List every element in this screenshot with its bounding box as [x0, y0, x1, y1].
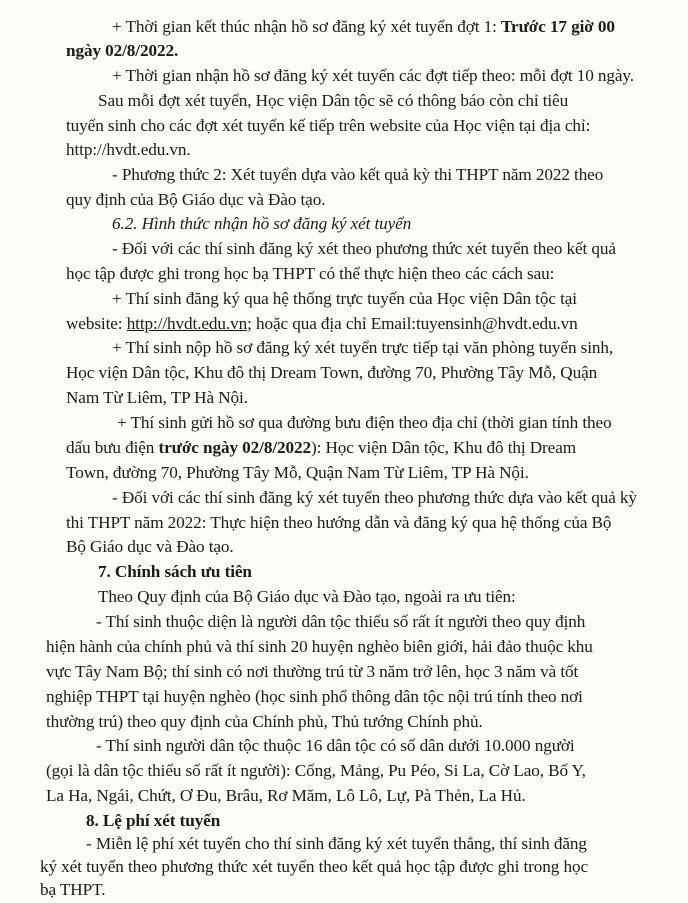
email-text: ; hoặc qua địa chỉ Email:tuyensinh@hvdt.edu.vn — [247, 313, 578, 333]
section-heading-8: 8. Lệ phí xét tuyển — [86, 811, 221, 831]
paragraph-line: học tập được ghi trong học bạ THPT có thể thực hiện theo các cách sau: — [66, 263, 555, 283]
paragraph-line: thường trú) theo quy định của Chính phủ, Thủ tướng Chính phủ. — [46, 711, 483, 731]
paragraph-line: La Ha, Ngái, Chứt, Ơ Đu, Brâu, Rơ Măm, Lô Lô, Lự, Pà Thẻn, La Hủ. — [46, 786, 526, 806]
deadline-text: + Thời gian kết thúc nhận hồ sơ đăng ký xét tuyển đợt 1: — [112, 17, 501, 36]
paragraph-line: + Thí sinh gửi hồ sơ qua đường bưu điện theo địa chỉ (thời gian tính theo — [117, 413, 612, 433]
paragraph-line: Bộ Giáo dục và Đào tạo. — [66, 537, 234, 557]
deadline-date: ngày 02/8/2022. — [66, 40, 179, 60]
paragraph-line: - Phương thức 2: Xét tuyển dựa vào kết quả kỳ thi THPT năm 2022 theo — [112, 165, 604, 185]
paragraph-line: Town, đường 70, Phường Tây Mỗ, Quận Nam Từ Liêm, TP Hà Nội. — [66, 462, 529, 482]
paragraph-line: + Thí sinh nộp hồ sơ đăng ký xét tuyển trực tiếp tại văn phòng tuyển sinh, — [112, 338, 614, 358]
next-rounds-line: + Thời gian nhận hồ sơ đăng ký xét tuyển các đợt tiếp theo: mỗi đợt 10 ngày. — [112, 65, 634, 85]
paragraph-line: nghiệp THPT tại huyện nghèo (học sinh phổ thông dân tộc nội trú tính theo nơi — [46, 686, 583, 706]
deadline-round1-line — [112, 16, 615, 38]
website-link[interactable]: http://hvdt.edu.vn — [126, 313, 248, 333]
postmark-line: dấu bưu điện trước ngày 02/8/2022): Học viện Dân tộc, Khu đô thị Dream — [66, 437, 576, 457]
paragraph-line: tuyển sinh cho các đợt xét tuyển kế tiếp trên website của Học viện tại địa chỉ: — [66, 115, 591, 135]
paragraph-line: vực Tây Nam Bộ; thí sinh có nơi thường trú từ 3 năm trở lên, học 3 năm và tốt — [46, 661, 579, 681]
paragraph-line: Nam Từ Liêm, TP Hà Nội. — [66, 388, 248, 408]
paragraph-line: Học viện Dân tộc, Khu đô thị Dream Town, đường 70, Phường Tây Mỗ, Quận — [66, 363, 598, 383]
postmark-deadline: trước ngày 02/8/2022 — [158, 437, 311, 457]
section-heading-6-2: 6.2. Hình thức nhận hồ sơ đăng ký xét tuyển — [112, 214, 412, 234]
paragraph-line: quy định của Bộ Giáo dục và Đào tạo. — [66, 190, 326, 210]
paragraph-line: - Thí sinh người dân tộc thuộc 16 dân tộc có số dân dưới 10.000 người — [96, 736, 575, 756]
paragraph-line: + Thí sinh đăng ký qua hệ thống trực tuyến của Học viện Dân tộc tại — [112, 288, 577, 308]
section-heading-7: 7. Chính sách ưu tiên — [98, 562, 252, 582]
paragraph-line: thi THPT năm 2022: Thực hiện theo hướng dẫn và đăng ký qua hệ thống của Bộ — [66, 512, 612, 532]
paragraph-line: bạ THPT. — [40, 879, 106, 899]
paragraph-line: - Miễn lệ phí xét tuyển cho thí sinh đăng ký xét tuyển thẳng, thí sinh đăng — [86, 834, 587, 854]
paragraph-line: Theo Quy định của Bộ Giáo dục và Đào tạo, ngoài ra ưu tiên: — [98, 587, 516, 607]
paragraph-line: ký xét tuyển theo phương thức xét tuyển theo kết quả học tập được ghi trong học — [40, 856, 588, 876]
paragraph-line: http://hvdt.edu.vn. — [66, 140, 191, 160]
paragraph-line: hiện hành của chính phủ và thí sinh 20 huyện nghèo biên giới, hải đảo thuộc khu — [46, 636, 593, 656]
deadline-time: Trước 17 giờ 00 — [500, 17, 615, 36]
paragraph-line: Sau mỗi đợt xét tuyển, Học viện Dân tộc sẽ có thông báo còn chỉ tiêu — [98, 90, 569, 110]
paragraph-line: (gọi là dân tộc thiểu số rất ít người): Cống, Mảng, Pu Péo, Si La, Cờ Lao, Bố Y, — [46, 761, 586, 781]
paragraph-line: - Đối với các thí sinh đăng ký xét theo phương thức xét tuyển theo kết quả — [112, 238, 616, 258]
paragraph-line: - Đối với các thí sinh đăng ký xét tuyển theo phương thức dựa vào kết quả kỳ — [112, 487, 637, 507]
paragraph-line: - Thí sinh thuộc diện là người dân tộc thiểu số rất ít người theo quy định — [96, 612, 586, 632]
website-line: website: http://hvdt.edu.vn; hoặc qua địa chỉ Email:tuyensinh@hvdt.edu.vn — [66, 313, 578, 333]
